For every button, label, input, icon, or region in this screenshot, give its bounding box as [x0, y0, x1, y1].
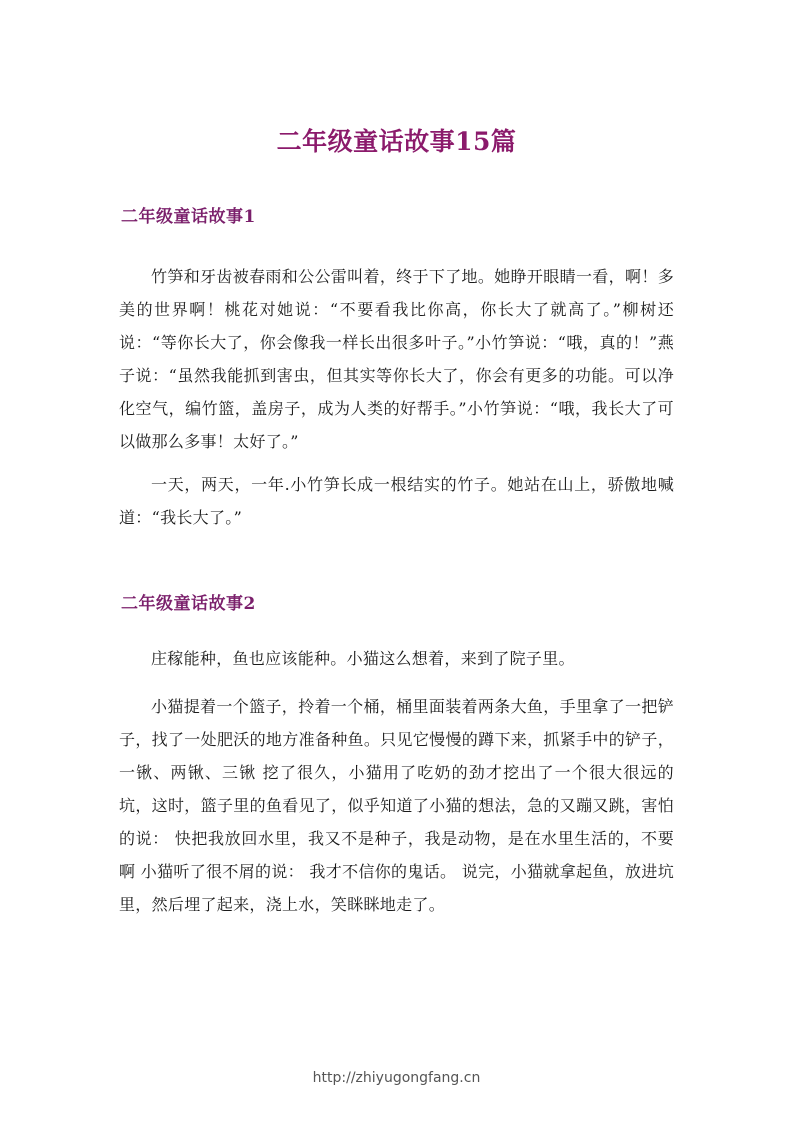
section-heading-1: 二年级童话故事1: [121, 207, 256, 227]
footer-url: http://zhiyugongfang.cn: [312, 1070, 481, 1086]
story1-paragraph-1: 竹笋和牙齿被春雨和公公雷叫着，终于下了地。她睁开眼睛一看，啊！多美的世界啊！桃花对她说：“不要看我比你高，你长大了就高了。”柳树还说：“等你长大了，你会像我一样长出很多叶子。”小竹笋说：“哦，真的！”燕子说：“虽然我能抓到害虫，但其实等你长大了，你会有更多的功能。可以净化空气，编竹篮，盖房子，成为人类的好帮手。”小竹笋说：“哦，我长大了可以做那么多事！太好了。”: [119, 267, 674, 451]
section-heading-2: 二年级童话故事2: [121, 594, 256, 614]
story2-paragraph-1: 庄稼能种，鱼也应该能种。小猫这么想着，来到了院子里。: [151, 649, 575, 668]
story1-paragraph-2: 一天，两天，一年.小竹笋长成一根结实的竹子。她站在山上，骄傲地喊道：“我长大了。”: [119, 475, 674, 527]
page-title: 二年级童话故事15篇: [276, 127, 517, 156]
story2-paragraph-2: 小猫提着一个篮子，拎着一个桶，桶里面装着两条大鱼，手里拿了一把铲子，找了一处肥沃的地方准备种鱼。只见它慢慢的蹲下来，抓紧手中的铲子，一锹、两锹、三锹 挖了很久，小猫用了吃奶的劲才挖出了一个很大很远的坑，这时，篮子里的鱼看见了，似乎知道了小猫的想法，急的又蹦又跳，害怕的说： 快把我放回水里，我又不是种子，我是动物，是在水里生活的，不要啊 小猫听了很不屑的说： 我才不信你的鬼话。 说完，小猫就拿起鱼，放进坑里，然后埋了起来，浇上水，笑眯眯地走了。: [119, 697, 674, 914]
